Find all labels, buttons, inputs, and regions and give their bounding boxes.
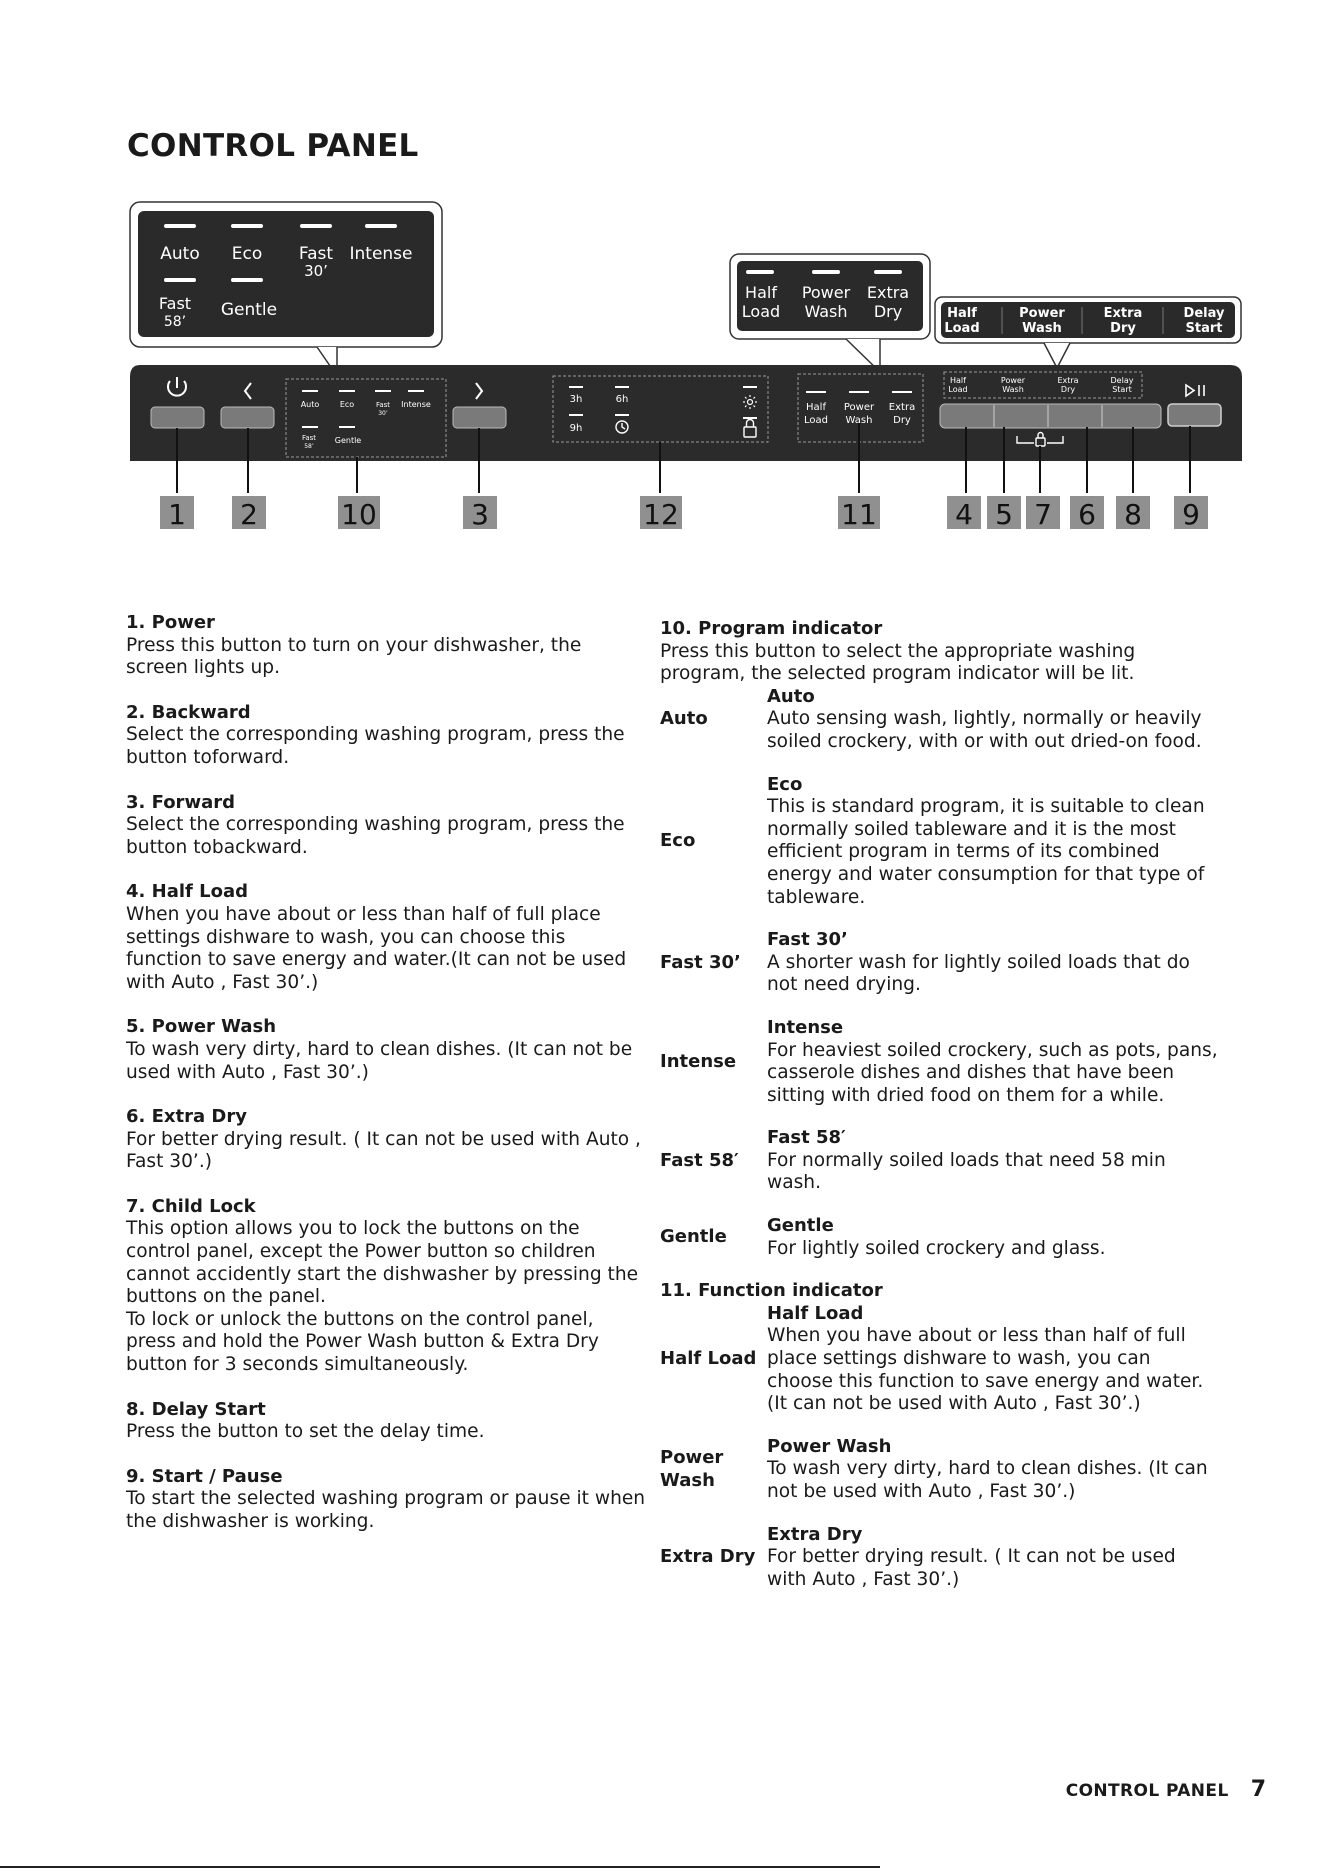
section-start-pause <box>126 1466 646 1534</box>
program-label: Intense <box>660 1050 737 1072</box>
function-indicator-title: 11. Function indicator <box>660 1280 883 1302</box>
page-number: 7 <box>1250 1777 1266 1802</box>
section-text: To start the selected washing program or pause it when the dishwasher is working. <box>126 1488 646 1532</box>
callout-btn-dry: Dry <box>1110 321 1136 336</box>
panel-btn-wash: Wash <box>1002 385 1024 394</box>
section-forward <box>126 792 646 860</box>
program-auto <box>660 686 1220 754</box>
page-title: CONTROL PANEL <box>127 128 419 164</box>
section-title: 2. Backward <box>126 701 251 723</box>
marker-12: 12 <box>643 498 679 531</box>
panel-fast30-time: 30’ <box>378 410 388 417</box>
program-title: Eco <box>767 773 803 795</box>
page-footer <box>1066 1777 1266 1802</box>
indicator-descriptions <box>660 618 1220 1611</box>
section-text: Press the button to set the delay time. <box>126 1421 485 1443</box>
function-title: Half Load <box>767 1302 864 1324</box>
panel-half: Half <box>806 402 826 413</box>
callout-btn-load: Load <box>944 321 980 336</box>
program-text: For heaviest soiled crockery, such as pots, pans, casserole dishes and dishes that have been sitting with dried food on them for a while. <box>767 1039 1218 1106</box>
program-title: Auto <box>767 685 815 707</box>
panel-fast30: Fast <box>375 401 391 409</box>
program-title: Fast 58′ <box>767 1127 846 1149</box>
panel-btn-extra: Extra <box>1057 376 1079 385</box>
section-title: 5. Power Wash <box>126 1016 277 1038</box>
function-text: For better drying result. ( It can not be used with Auto , Fast 30’.) <box>767 1546 1176 1590</box>
callout-extra: Extra <box>866 283 910 302</box>
program-label: Fast 58′ <box>660 1149 739 1171</box>
callout-gentle: Gentle <box>220 300 278 320</box>
program-fast58 <box>660 1127 1220 1195</box>
marker-8: 8 <box>1124 498 1142 531</box>
section-backward <box>126 702 646 770</box>
section-text: This option allows you to lock the buttons on the control panel, except the Power button so children cannot accidently start the dishwasher by pressing the buttons on the panel. <box>126 1218 639 1308</box>
panel-3h: 3h <box>569 394 583 405</box>
forward-button[interactable] <box>453 407 506 428</box>
marker-11: 11 <box>841 498 877 531</box>
panel-9h: 9h <box>569 423 583 434</box>
section-title: 6. Extra Dry <box>126 1106 247 1128</box>
footer-label: CONTROL PANEL <box>1065 1781 1229 1801</box>
panel-auto: Auto <box>300 400 320 409</box>
section-title: 1. Power <box>126 612 215 633</box>
panel-btn-start: Start <box>1112 385 1132 394</box>
callout-btn-wash: Wash <box>1022 321 1062 336</box>
program-text: A shorter wash for lightly soiled loads that do not need drying. <box>767 951 1190 996</box>
marker-5: 5 <box>995 498 1013 531</box>
section-text: Press this button to turn on your dishwasher, the screen lights up. <box>126 634 582 679</box>
button-descriptions <box>126 612 646 1556</box>
program-label: Eco <box>660 830 696 852</box>
section-text: To wash very dirty, hard to clean dishes. (It can not be used with Auto , Fast 30’.) <box>126 1038 633 1083</box>
marker-6: 6 <box>1078 498 1096 531</box>
bottom-rule <box>0 1866 880 1868</box>
function-callout <box>730 254 930 339</box>
panel-dry: Dry <box>893 415 911 426</box>
button-callout <box>935 297 1241 343</box>
callout-btn-extra: Extra <box>1103 306 1143 321</box>
program-text: This is standard program, it is suitable to clean normally soiled tableware and it is the most efficient program in terms of its combined energy and water consumption for that type of tableware. <box>767 796 1205 908</box>
section-text: Select the corresponding washing program, press the button tobackward. <box>126 814 625 858</box>
section-power-wash <box>126 1016 646 1084</box>
backward-button[interactable] <box>221 407 274 428</box>
callout-btn-half: Half <box>947 306 977 321</box>
section-child-lock <box>126 1196 646 1377</box>
program-title: Intense <box>767 1016 844 1038</box>
program-label: Gentle <box>660 1226 727 1248</box>
marker-4: 4 <box>955 498 973 531</box>
program-callout <box>130 202 442 347</box>
marker-2: 2 <box>240 498 258 531</box>
start-pause-button[interactable] <box>1168 404 1221 426</box>
callout-btn-power: Power <box>1019 306 1065 321</box>
callout-fast30-time: 30’ <box>304 262 328 280</box>
callout-eco: Eco <box>231 244 263 264</box>
marker-9: 9 <box>1182 498 1200 531</box>
program-intense <box>660 1017 1220 1107</box>
program-text: Auto sensing wash, lightly, normally or heavily soiled crockery, with or with out dried-on food. <box>767 708 1202 752</box>
panel-eco: Eco <box>339 400 355 409</box>
marker-7: 7 <box>1034 498 1052 531</box>
function-power-wash <box>660 1436 1220 1504</box>
section-text: Select the corresponding washing program, press the button toforward. <box>126 724 625 768</box>
callout-power: Power <box>801 283 851 302</box>
panel-fast58-time: 58’ <box>304 443 314 450</box>
panel-gentle: Gentle <box>334 436 362 445</box>
panel-load: Load <box>804 415 828 426</box>
section-text: When you have about or less than half of full place settings dishware to wash, you can choose this function to save energy and water.(It can not be used with Auto , Fast 30’.) <box>126 903 627 993</box>
panel-btn-power: Power <box>1000 376 1026 385</box>
delay-start-button[interactable] <box>1103 405 1160 427</box>
program-indicator-title: 10. Program indicator <box>660 618 883 639</box>
program-label: Auto <box>660 708 708 730</box>
program-text: For lightly soiled crockery and glass. <box>767 1237 1106 1259</box>
callout-load: Load <box>741 302 781 321</box>
panel-extra: Extra <box>888 402 916 413</box>
panel-btn-half: Half <box>950 376 966 385</box>
section-title: 4. Half Load <box>126 881 248 903</box>
marker-1: 1 <box>168 498 186 531</box>
section-extra-dry <box>126 1106 646 1174</box>
control-panel-diagram <box>0 0 1324 560</box>
program-text: For normally soiled loads that need 58 min wash. <box>767 1149 1166 1194</box>
function-label: Power Wash <box>660 1447 724 1491</box>
callout-fast58-time: 58’ <box>163 314 187 330</box>
program-eco <box>660 774 1220 910</box>
panel-btn-dry: Dry <box>1060 385 1076 394</box>
function-title: Extra Dry <box>767 1523 863 1545</box>
program-gentle <box>660 1215 1220 1260</box>
callout-fast58: Fast <box>158 294 192 313</box>
callout-auto: Auto <box>160 244 200 264</box>
callout-intense: Intense <box>349 244 413 264</box>
extra-dry-button[interactable] <box>1049 405 1101 427</box>
callout-wash: Wash <box>804 302 848 321</box>
control-panel <box>130 365 1242 461</box>
section-text: For better drying result. ( It can not be used with Auto , Fast 30’.) <box>126 1128 641 1173</box>
power-button[interactable] <box>151 407 204 428</box>
callout-fast30: Fast <box>298 244 334 264</box>
power-wash-button[interactable] <box>995 405 1047 427</box>
panel-btn-delay: Delay <box>1110 376 1134 385</box>
section-title: 9. Start / Pause <box>126 1465 283 1487</box>
program-indicator-intro: Press this button to select the appropriate washing program, the selected program indicator will be lit. <box>660 640 1136 685</box>
callout-half: Half <box>745 283 777 302</box>
panel-wash: Wash <box>845 415 873 426</box>
program-title: Gentle <box>767 1215 834 1237</box>
section-text: To lock or unlock the buttons on the control panel, press and hold the Power Wash button & Extra Dry button for 3 seconds simultaneously. <box>126 1308 599 1376</box>
function-half-load <box>660 1303 1220 1416</box>
panel-6h: 6h <box>615 394 629 405</box>
callout-btn-delay: Delay <box>1183 306 1225 321</box>
half-load-button[interactable] <box>941 405 993 427</box>
panel-power: Power <box>843 402 875 413</box>
function-title: Power Wash <box>767 1435 892 1457</box>
function-label: Extra Dry <box>660 1546 756 1568</box>
section-half-load <box>126 881 646 994</box>
section-power <box>126 612 646 680</box>
panel-intense: Intense <box>401 400 431 409</box>
callout-btn-start: Start <box>1185 321 1223 336</box>
panel-fast58: Fast <box>301 434 317 442</box>
function-label: Half Load <box>660 1348 757 1370</box>
number-markers <box>160 496 1208 531</box>
panel-btn-load: Load <box>948 385 968 394</box>
callout-dry: Dry <box>873 302 903 321</box>
section-delay-start <box>126 1399 646 1444</box>
section-title: 8. Delay Start <box>126 1398 266 1420</box>
marker-10: 10 <box>341 498 377 531</box>
section-title: 7. Child Lock <box>126 1195 256 1217</box>
program-label: Fast 30’ <box>660 951 741 973</box>
button-callout-pointer <box>1044 343 1070 368</box>
function-extra-dry <box>660 1524 1220 1592</box>
program-title: Fast 30’ <box>767 929 848 951</box>
section-title: 3. Forward <box>126 791 235 813</box>
function-text: To wash very dirty, hard to clean dishes. (It can not be used with Auto , Fast 30’.) <box>767 1458 1208 1502</box>
function-text: When you have about or less than half of full place settings dishware to wash, you can choose this function to save energy and water.(It can not be used with Auto , Fast 30’.) <box>767 1325 1204 1415</box>
marker-3: 3 <box>471 498 489 531</box>
program-fast30 <box>660 929 1220 997</box>
